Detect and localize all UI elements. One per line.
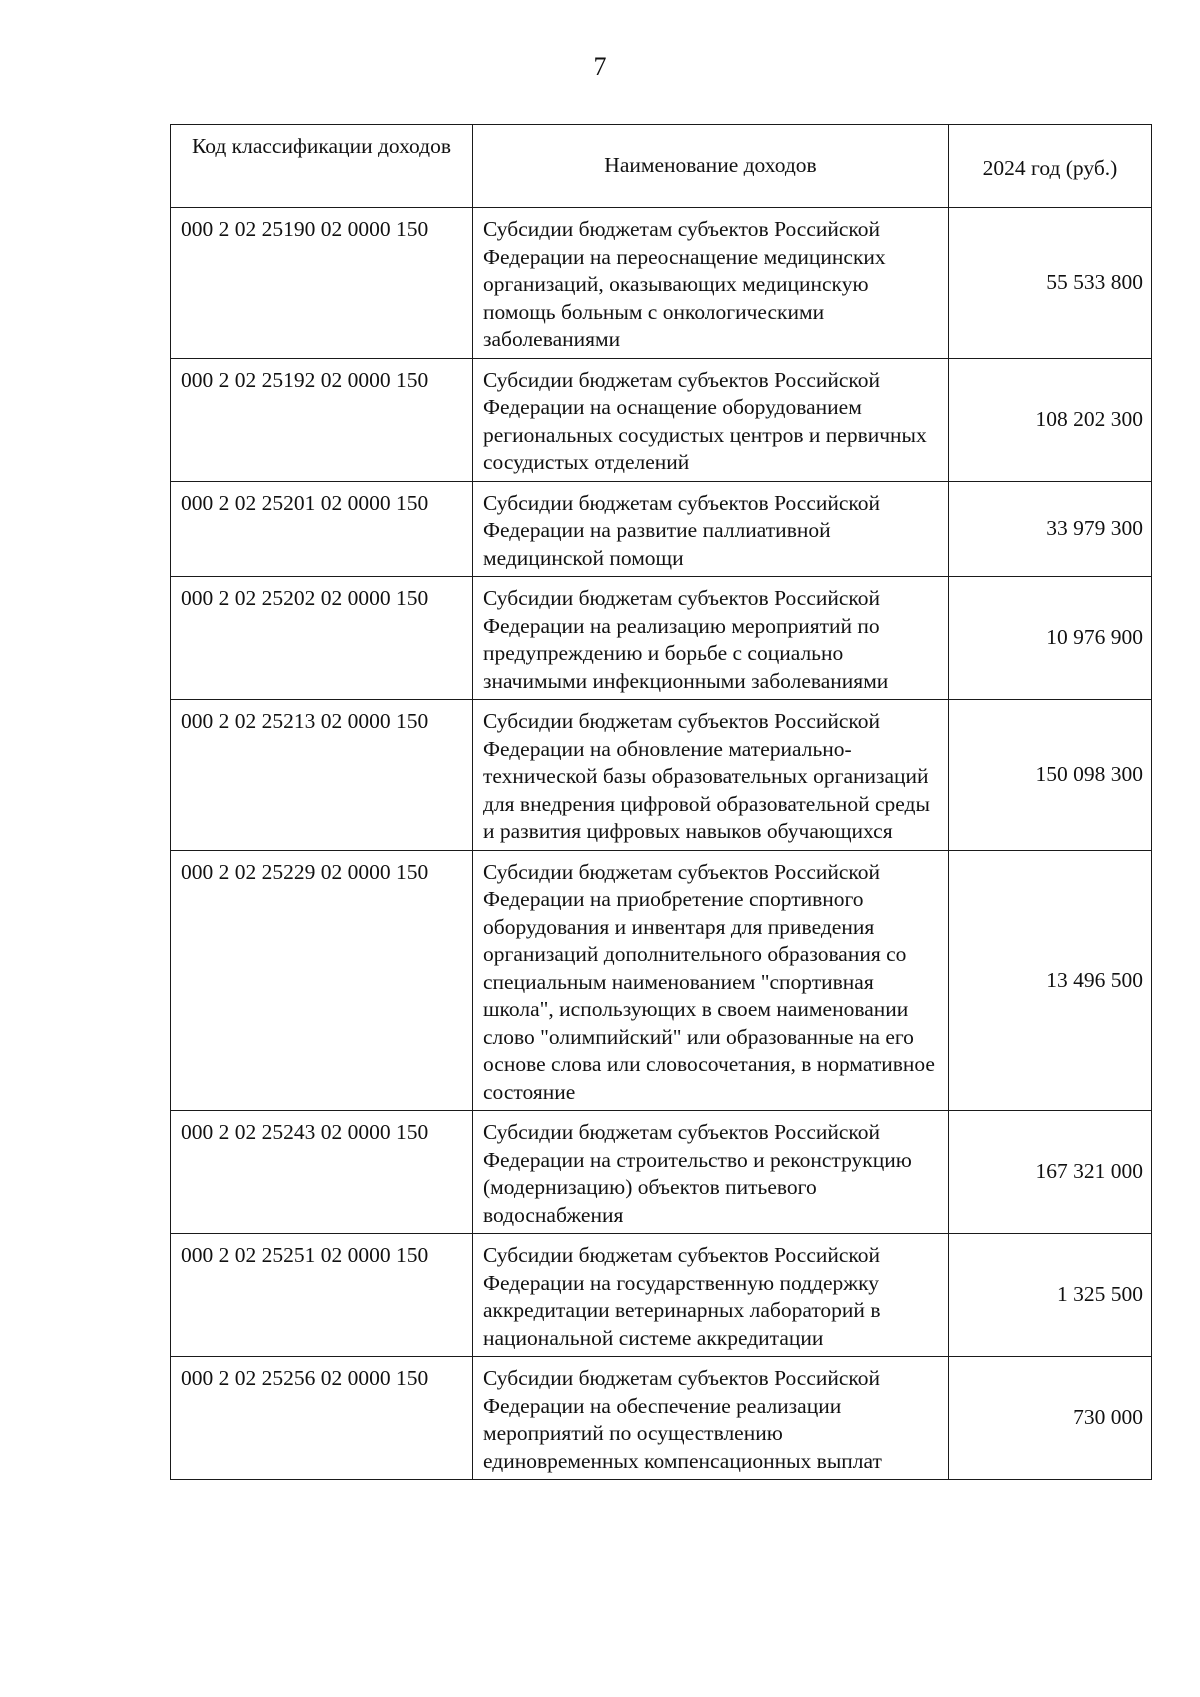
page-number: 7 <box>593 52 607 81</box>
row-code: 000 2 02 25229 02 0000 150 <box>171 850 473 1111</box>
row-amount: 13 496 500 <box>949 850 1152 1111</box>
row-name: Субсидии бюджетам субъектов Российской Федерации на обеспечение реализации мероприятий по осуществлению единовременных компенсационных выплат <box>473 1357 949 1480</box>
table-row <box>171 700 1152 851</box>
row-code: 000 2 02 25256 02 0000 150 <box>171 1357 473 1480</box>
table-row <box>171 208 1152 359</box>
row-code: 000 2 02 25251 02 0000 150 <box>171 1234 473 1357</box>
row-amount: 55 533 800 <box>949 208 1152 359</box>
header-amount: 2024 год (руб.) <box>949 125 1152 208</box>
row-amount: 10 976 900 <box>949 577 1152 700</box>
row-code: 000 2 02 25243 02 0000 150 <box>171 1111 473 1234</box>
row-name: Субсидии бюджетам субъектов Российской Федерации на государственную поддержку аккредитации ветеринарных лабораторий в национальной системе аккредитации <box>473 1234 949 1357</box>
table-row <box>171 577 1152 700</box>
row-amount: 108 202 300 <box>949 358 1152 481</box>
row-code: 000 2 02 25213 02 0000 150 <box>171 700 473 851</box>
row-name: Субсидии бюджетам субъектов Российской Федерации на оснащение оборудованием региональных сосудистых центров и первичных сосудистых отделений <box>473 358 949 481</box>
table-row <box>171 850 1152 1111</box>
table-row <box>171 1234 1152 1357</box>
table-row <box>171 1111 1152 1234</box>
row-code: 000 2 02 25190 02 0000 150 <box>171 208 473 359</box>
row-code: 000 2 02 25201 02 0000 150 <box>171 481 473 577</box>
row-name: Субсидии бюджетам субъектов Российской Федерации на переоснащение медицинских организаций, оказывающих медицинскую помощь больным с онкологическими заболеваниями <box>473 208 949 359</box>
row-name: Субсидии бюджетам субъектов Российской Федерации на обновление материально-технической базы образовательных организаций для внедрения цифровой образовательной среды и развития цифровых навыков обучающихся <box>473 700 949 851</box>
row-amount: 33 979 300 <box>949 481 1152 577</box>
income-table <box>170 124 1152 1480</box>
row-amount: 730 000 <box>949 1357 1152 1480</box>
row-name: Субсидии бюджетам субъектов Российской Федерации на развитие паллиативной медицинской помощи <box>473 481 949 577</box>
row-amount: 1 325 500 <box>949 1234 1152 1357</box>
table-row <box>171 358 1152 481</box>
row-name: Субсидии бюджетам субъектов Российской Федерации на строительство и реконструкцию (модернизацию) объектов питьевого водоснабжения <box>473 1111 949 1234</box>
row-name: Субсидии бюджетам субъектов Российской Федерации на приобретение спортивного оборудования и инвентаря для приведения организаций дополнительного образования со специальным наименованием "спортивная школа", использующих в своем наименовании слово "олимпийский" или образованные на его основе слова или словосочетания, в нормативное состояние <box>473 850 949 1111</box>
row-code: 000 2 02 25202 02 0000 150 <box>171 577 473 700</box>
row-amount: 150 098 300 <box>949 700 1152 851</box>
header-name: Наименование доходов <box>473 125 949 208</box>
table-row <box>171 481 1152 577</box>
row-name: Субсидии бюджетам субъектов Российской Федерации на реализацию мероприятий по предупреждению и борьбе с социально значимыми инфекционными заболеваниями <box>473 577 949 700</box>
table-header-row <box>171 125 1152 208</box>
row-code: 000 2 02 25192 02 0000 150 <box>171 358 473 481</box>
header-code: Код классификации доходов <box>171 125 473 208</box>
row-amount: 167 321 000 <box>949 1111 1152 1234</box>
table-row <box>171 1357 1152 1480</box>
